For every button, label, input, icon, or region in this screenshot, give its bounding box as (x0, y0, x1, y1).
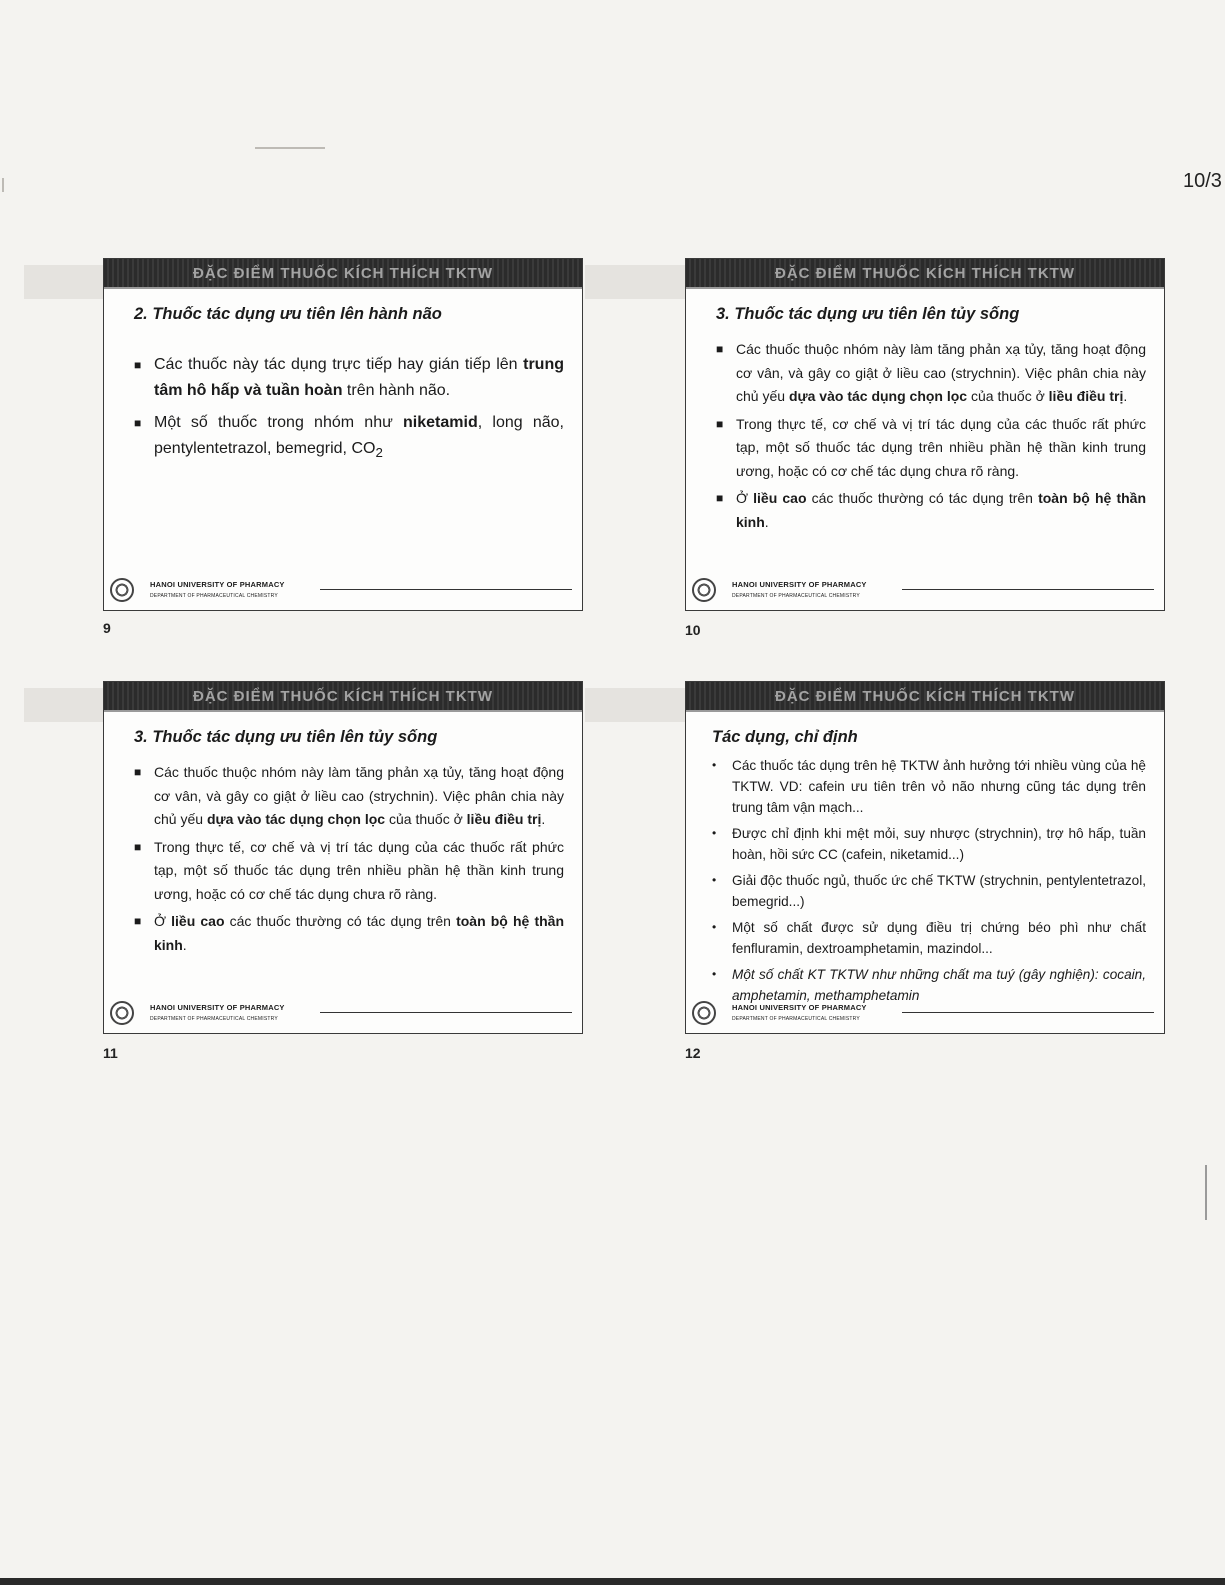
slide-title: 2. Thuốc tác dụng ưu tiên lên hành não (134, 305, 442, 323)
university-logo-icon (692, 578, 716, 602)
bullet-bold-text: dựa vào tác dụng chọn lọc (788, 388, 968, 404)
bullet-text: Được chỉ định khi mệt mỏi, suy nhược (strychnin), trợ hô hấp, tuần hoàn, hồi sức CC (cafein, niketamid...) (732, 826, 1146, 862)
university-logo-icon (110, 578, 134, 602)
ghost-band (24, 265, 104, 299)
slide-number: 12 (685, 1045, 701, 1061)
slide-footer (110, 578, 572, 604)
slide-title: 3. Thuốc tác dụng ưu tiên lên tủy sống (716, 305, 1020, 323)
bullet-bold-text: liều cao (753, 490, 807, 506)
slide-header (686, 682, 1164, 712)
slide-header (104, 259, 582, 289)
bullet-bold-text: trung tâm hô hấp và tuần hoàn (154, 356, 564, 399)
slide-header-text: ĐẶC ĐIỂM THUỐC KÍCH THÍCH TKTW (193, 264, 493, 282)
department-name: DEPARTMENT OF PHARMACEUTICAL CHEMISTRY (150, 593, 278, 599)
bullet-bold-text: toàn bộ hệ thần kinh (736, 490, 1146, 530)
ghost-band (585, 265, 685, 299)
footer-divider (902, 589, 1154, 590)
bullet-text: Trong thực tế, cơ chế và vị trí tác dụng của các thuốc rất phức tạp, một số thuốc tác dụng trên nhiều phần hệ thần kinh trung ương, hoặc có cơ chế tác dụng chưa rõ ràng. (154, 838, 564, 902)
subscript: 2 (375, 445, 383, 461)
bullet-text: Các thuốc thuộc nhóm này làm tăng phản xạ tủy, tăng hoạt động cơ vân, và gây co giật ở liều cao (strychnin). Việc phân chia này chủ yếu (736, 341, 1146, 404)
university-name: HANOI UNIVERSITY OF PHARMACY (732, 1003, 867, 1012)
slide-header-text: ĐẶC ĐIỂM THUỐC KÍCH THÍCH TKTW (775, 264, 1075, 282)
bullet-item (712, 487, 1146, 534)
university-name: HANOI UNIVERSITY OF PHARMACY (732, 580, 867, 589)
slide-number: 9 (103, 620, 111, 636)
slide-footer (692, 1001, 1154, 1027)
slide-title: 3. Thuốc tác dụng ưu tiên lên tủy sống (134, 728, 438, 746)
bullet-text: của thuốc ở (967, 388, 1049, 404)
bullet-text: Ở (736, 490, 754, 506)
bullet-icon: ■ (134, 839, 142, 854)
footer-divider (902, 1012, 1154, 1013)
bullet-text: trên hành não. (342, 382, 451, 399)
slide-number: 11 (103, 1045, 118, 1061)
bullet-item (130, 910, 564, 957)
bullet-item (130, 352, 564, 404)
slide-12 (685, 681, 1165, 1034)
university-name: HANOI UNIVERSITY OF PHARMACY (150, 580, 285, 589)
page-date: 10/3 (1183, 170, 1222, 192)
slide-header (686, 259, 1164, 289)
bullet-text: Ở (154, 913, 172, 929)
scan-mark (2, 178, 4, 192)
bullet-icon: ■ (134, 416, 142, 430)
ghost-band (585, 688, 685, 722)
bullet-icon: • (712, 873, 717, 887)
bullet-text: Các thuốc tác dụng trên hệ TKTW ảnh hưởng tới nhiều vùng của hệ TKTW. VD: cafein ưu tiên trên vỏ não nhưng cũng tác dụng trên trung tâm vận mạch... (732, 758, 1146, 815)
university-logo-icon (692, 1001, 716, 1025)
bullet-item (130, 410, 564, 466)
slide-9 (103, 258, 583, 611)
bullet-icon: • (712, 826, 717, 840)
bullet-bold-text: liều điều trị (466, 811, 542, 827)
bullet-icon: • (712, 758, 717, 772)
bullet-item (708, 755, 1146, 818)
bullet-item (712, 338, 1146, 409)
slide-title: Tác dụng, chỉ định (712, 728, 858, 746)
bullet-text: . (541, 811, 546, 827)
university-logo-icon (110, 1001, 134, 1025)
slide-11 (103, 681, 583, 1034)
bullet-item (130, 761, 564, 832)
footer-divider (320, 589, 572, 590)
bullet-text: , long não, pentylentetrazol, bemegrid, CO (154, 414, 564, 457)
bullet-icon: ■ (134, 358, 142, 372)
bullet-bold-text: niketamid (403, 414, 478, 431)
bullet-item (130, 836, 564, 907)
bullet-bold-text: dựa vào tác dụng chọn lọc (206, 811, 386, 827)
slide-header-text: ĐẶC ĐIỂM THUỐC KÍCH THÍCH TKTW (193, 687, 493, 705)
bullet-icon: • (712, 920, 717, 934)
bullet-text: các thuốc thường có tác dụng trên (224, 913, 457, 929)
slide-footer (110, 1001, 572, 1027)
bullet-text: các thuốc thường có tác dụng trên (806, 490, 1039, 506)
slide-footer (692, 578, 1154, 604)
scan-mark (255, 147, 325, 149)
bullet-item (712, 413, 1146, 484)
bullet-text: Một số thuốc trong nhóm như (154, 414, 404, 431)
bullet-icon: ■ (716, 491, 724, 505)
bullet-text: Các thuốc này tác dụng trực tiếp hay gián tiếp lên (154, 356, 524, 373)
slide-number: 10 (685, 622, 701, 638)
slide-10 (685, 258, 1165, 611)
bullet-text: Trong thực tế, cơ chế và vị trí tác dụng của các thuốc rất phức tạp, một số thuốc tác dụng trên nhiều phần hệ thần kinh trung ương, hoặc có cơ chế tác dụng chưa rõ ràng. (736, 415, 1146, 479)
footer-divider (320, 1012, 572, 1013)
bullet-item (708, 870, 1146, 912)
bullet-text: . (764, 513, 769, 530)
scan-mark (1205, 1165, 1207, 1220)
scan-mark (0, 1578, 1225, 1585)
bullet-item (708, 917, 1146, 959)
ghost-band (24, 688, 104, 722)
bullet-icon: ■ (134, 914, 142, 928)
university-name: HANOI UNIVERSITY OF PHARMACY (150, 1003, 285, 1012)
bullet-text: . (1123, 388, 1128, 404)
bullet-bold-text: toàn bộ hệ thần kinh (154, 913, 564, 953)
bullet-icon: ■ (716, 416, 724, 431)
department-name: DEPARTMENT OF PHARMACEUTICAL CHEMISTRY (732, 1016, 860, 1022)
slide-header (104, 682, 582, 712)
bullet-text: Giải độc thuốc ngủ, thuốc ức chế TKTW (strychnin, pentylentetrazol, bemegrid...) (732, 873, 1146, 909)
bullet-text: Một số chất KT TKTW như những chất ma tuý (gây nghiện): cocain, amphetamin, methamphetamin (732, 967, 1146, 1003)
department-name: DEPARTMENT OF PHARMACEUTICAL CHEMISTRY (150, 1016, 278, 1022)
bullet-item (708, 964, 1146, 1006)
bullet-icon: ■ (716, 342, 724, 356)
department-name: DEPARTMENT OF PHARMACEUTICAL CHEMISTRY (732, 593, 860, 599)
bullet-icon: • (712, 967, 717, 981)
bullet-bold-text: liều cao (171, 913, 225, 929)
bullet-text: Các thuốc thuộc nhóm này làm tăng phản xạ tủy, tăng hoạt động cơ vân, và gây co giật ở liều cao (strychnin). Việc phân chia này chủ yếu (154, 764, 564, 827)
bullet-item (708, 823, 1146, 865)
slide-header-text: ĐẶC ĐIỂM THUỐC KÍCH THÍCH TKTW (775, 687, 1075, 705)
bullet-text: . (182, 936, 187, 953)
bullet-icon: ■ (134, 765, 142, 779)
bullet-text: của thuốc ở (385, 811, 467, 827)
bullet-bold-text: liều điều trị (1048, 388, 1124, 404)
bullet-text: Một số chất được sử dụng điều trị chứng béo phì như chất fenfluramin, dextroamphetamin, mazindol... (732, 920, 1146, 956)
